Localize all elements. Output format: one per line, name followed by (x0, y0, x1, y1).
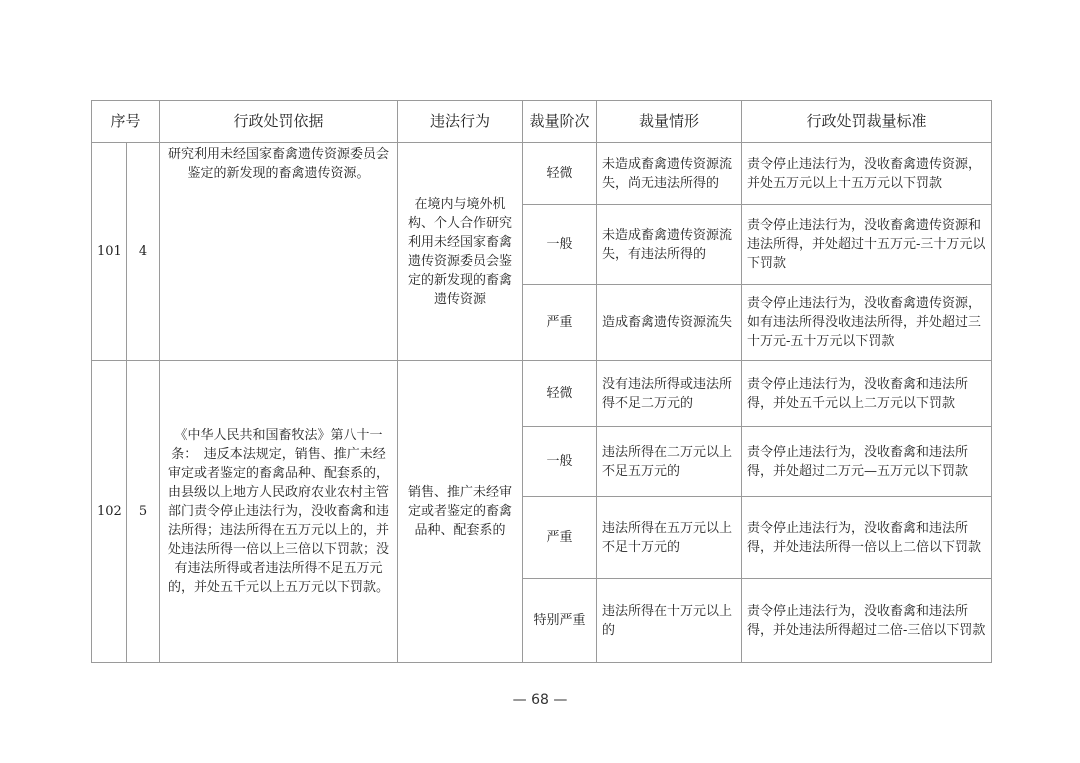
penalty-standard: 责令停止违法行为，没收畜禽遗传资源，并处五万元以上十五万元以下罚款 (742, 143, 992, 205)
table-row (92, 143, 992, 205)
header-discretion-level: 裁量阶次 (523, 101, 597, 143)
violation: 销售、推广未经审定或者鉴定的畜禽品种、配套系的 (398, 361, 523, 663)
sub-no: 5 (127, 361, 160, 663)
header-violation: 违法行为 (398, 101, 523, 143)
penalty-basis: 《中华人民共和国畜牧法》第八十一条： 违反本法规定，销售、推广未经审定或者鉴定的畜禽品种、配套系的，由县级以上地方人民政府农业农村主管部门责令停止违法行为，没收畜禽和违法所得；违法所得在五万元以上的，并处违法所得一倍以上三倍以下罚款；没有违法所得或者违法所得不足五万元的，并处五千元以上五万元以下罚款。 (160, 361, 398, 663)
header-penalty-basis: 行政处罚依据 (160, 101, 398, 143)
discretion-situation: 造成畜禽遗传资源流失 (597, 285, 742, 361)
discretion-level: 特别严重 (523, 579, 597, 663)
penalty-standard: 责令停止违法行为，没收畜禽和违法所得，并处违法所得一倍以上二倍以下罚款 (742, 497, 992, 579)
header-penalty-standard: 行政处罚裁量标准 (742, 101, 992, 143)
penalty-discretion-table (91, 100, 992, 663)
penalty-standard: 责令停止违法行为，没收畜禽和违法所得，并处五千元以上二万元以下罚款 (742, 361, 992, 427)
discretion-situation: 违法所得在二万元以上不足五万元的 (597, 427, 742, 497)
violation: 在境内与境外机构、个人合作研究利用未经国家畜禽遗传资源委员会鉴定的新发现的畜禽遗传资源 (398, 143, 523, 361)
sub-no: 4 (127, 143, 160, 361)
penalty-standard: 责令停止违法行为，没收畜禽遗传资源和违法所得，并处超过十五万元-三十万元以下罚款 (742, 205, 992, 285)
discretion-level: 一般 (523, 427, 597, 497)
discretion-level: 一般 (523, 205, 597, 285)
penalty-standard: 责令停止违法行为，没收畜禽和违法所得，并处违法所得超过二倍-三倍以下罚款 (742, 579, 992, 663)
discretion-level: 轻微 (523, 361, 597, 427)
header-serial-no: 序号 (92, 101, 160, 143)
penalty-standard: 责令停止违法行为，没收畜禽遗传资源，如有违法所得没收违法所得，并处超过三十万元-五十万元以下罚款 (742, 285, 992, 361)
discretion-situation: 未造成畜禽遗传资源流失，尚无违法所得的 (597, 143, 742, 205)
table-header-row (92, 101, 992, 143)
header-discretion-situation: 裁量情形 (597, 101, 742, 143)
discretion-level: 严重 (523, 497, 597, 579)
penalty-standard: 责令停止违法行为，没收畜禽和违法所得，并处超过二万元—五万元以下罚款 (742, 427, 992, 497)
discretion-situation: 没有违法所得或违法所得不足二万元的 (597, 361, 742, 427)
discretion-level: 严重 (523, 285, 597, 361)
discretion-level: 轻微 (523, 143, 597, 205)
discretion-situation: 违法所得在五万元以上不足十万元的 (597, 497, 742, 579)
serial-no: 102 (92, 361, 127, 663)
page-number: — 68 — (512, 692, 568, 708)
discretion-situation: 违法所得在十万元以上的 (597, 579, 742, 663)
discretion-situation: 未造成畜禽遗传资源流失，有违法所得的 (597, 205, 742, 285)
penalty-basis: 研究利用未经国家畜禽遗传资源委员会鉴定的新发现的畜禽遗传资源。 (160, 143, 398, 361)
serial-no: 101 (92, 143, 127, 361)
table-row (92, 361, 992, 427)
